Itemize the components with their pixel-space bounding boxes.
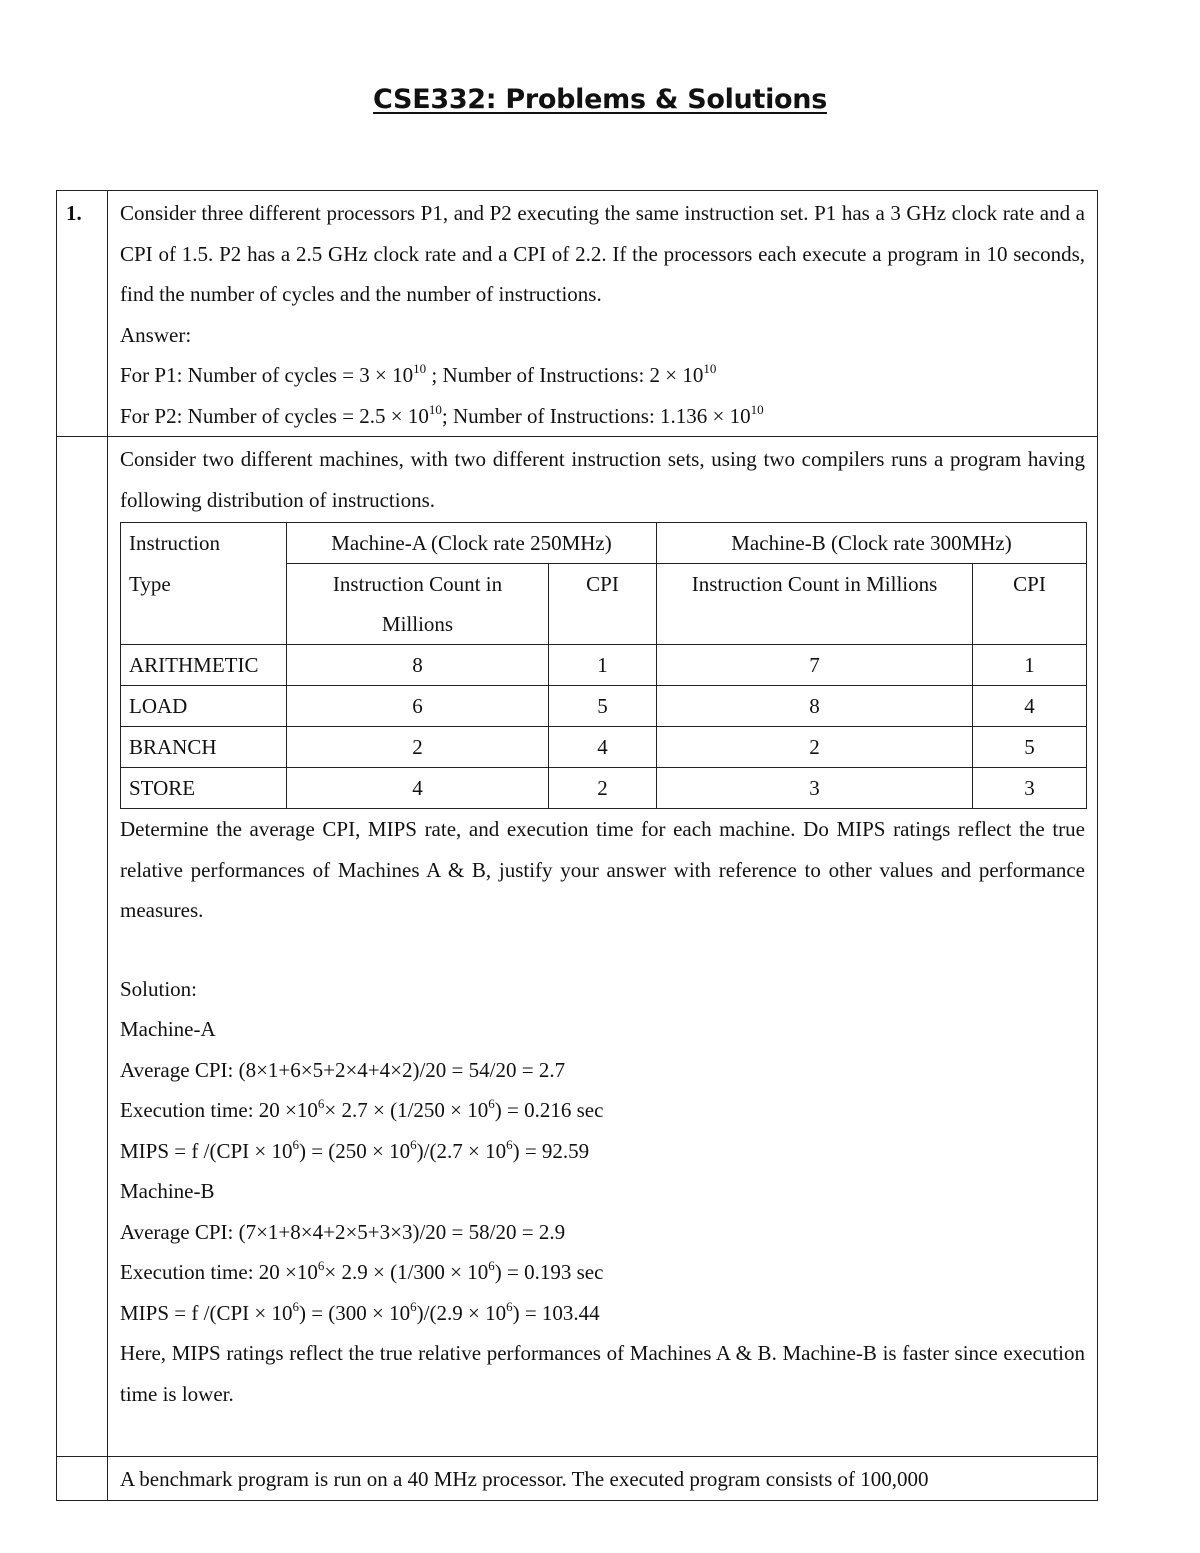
row-type: BRANCH — [121, 727, 287, 768]
mips-text: ) = (300 × 10 — [298, 1300, 411, 1325]
problem-1-row — [57, 191, 1098, 437]
problem-3-row — [57, 1457, 1098, 1501]
exec-text: × 2.9 × (1/300 × 10 — [324, 1260, 489, 1284]
p1-answer — [120, 355, 1085, 396]
mips-text: ) = 103.44 — [512, 1300, 600, 1325]
exponent: 6 — [410, 1136, 417, 1152]
problem-3-body — [108, 1457, 1098, 1501]
row-type: STORE — [121, 768, 287, 809]
row-a-count: 4 — [287, 768, 549, 809]
a-count-label: Instruction Count in — [332, 572, 503, 596]
instruction-distribution-table — [120, 522, 1087, 809]
exponent: 6 — [488, 1096, 495, 1111]
mips-text: )/(2.7 × 10 — [416, 1138, 507, 1163]
p2-instr-text: ; Number of Instructions: 1.136 × 10 — [441, 403, 751, 428]
mips-text: ) = 92.59 — [512, 1138, 590, 1163]
p2-cycles-text: For P2: Number of cycles = 2.5 × 10 — [120, 403, 429, 428]
machine-b-exec-time — [120, 1252, 1085, 1293]
table-row — [121, 686, 1087, 727]
a-count-label-2: Millions — [381, 612, 454, 636]
problem-2-body — [108, 437, 1098, 1457]
row-type: LOAD — [121, 686, 287, 727]
exec-text: Execution time: 20 ×10 — [120, 1098, 318, 1122]
table-row — [121, 727, 1087, 768]
machine-b-mips — [120, 1293, 1085, 1334]
exponent: 6 — [292, 1136, 299, 1152]
exponent: 6 — [292, 1298, 299, 1314]
exponent: 6 — [488, 1258, 495, 1273]
machine-a-header: Machine-A (Clock rate 250MHz) — [287, 523, 657, 564]
exec-text: × 2.7 × (1/250 × 10 — [324, 1098, 489, 1122]
conclusion: Here, MIPS ratings reflect the true relative performances of Machines A & B. Machine-B is faster since execution time is lower. — [120, 1341, 1085, 1406]
mips-text: MIPS = f /(CPI × 10 — [120, 1300, 293, 1325]
col-type-label: Type — [129, 572, 171, 596]
row-a-cpi: 5 — [549, 686, 657, 727]
table-header-row — [121, 523, 1087, 564]
problem-1-question: Consider three different processors P1, and P2 executing the same instruction set. P1 has a 3 GHz clock rate and a CPI of 1.5. P2 has a 2.5 GHz clock rate and a CPI of 2.2. If the processors each execute a program in 10 seconds, find the number of cycles and the number of instructions. — [120, 201, 1085, 306]
spacer — [120, 931, 1085, 969]
table-row — [121, 645, 1087, 686]
row-b-count: 7 — [657, 645, 973, 686]
row-a-cpi: 1 — [549, 645, 657, 686]
p2-answer — [120, 396, 1085, 437]
mips-text: )/(2.9 × 10 — [416, 1300, 507, 1325]
machine-b-label: Machine-B — [120, 1179, 215, 1203]
col-instruction-label: Instruction — [129, 531, 220, 555]
row-b-cpi: 1 — [973, 645, 1087, 686]
a-cpi-header: CPI — [549, 564, 657, 645]
exec-text: ) = 0.216 sec — [494, 1098, 604, 1122]
page-title: CSE332: Problems & Solutions — [373, 84, 827, 115]
b-cpi-header: CPI — [973, 564, 1087, 645]
table-row — [121, 768, 1087, 809]
col-instruction-type — [121, 523, 287, 645]
problem-number-cell — [57, 437, 108, 1457]
a-count-header — [287, 564, 549, 645]
exponent: 6 — [506, 1136, 513, 1152]
problem-3-question: A benchmark program is run on a 40 MHz processor. The executed program consists of 100,000 — [120, 1467, 929, 1491]
machine-b-header: Machine-B (Clock rate 300MHz) — [657, 523, 1087, 564]
row-type: ARITHMETIC — [121, 645, 287, 686]
row-a-cpi: 2 — [549, 768, 657, 809]
problems-table — [56, 190, 1098, 1501]
row-b-count: 8 — [657, 686, 973, 727]
exponent: 6 — [506, 1298, 513, 1314]
row-b-count: 3 — [657, 768, 973, 809]
machine-a-avg-cpi: Average CPI: (8×1+6×5+2×4+4×2)/20 = 54/20 = 2.7 — [120, 1057, 566, 1082]
row-b-cpi: 3 — [973, 768, 1087, 809]
exponent: 6 — [317, 1096, 325, 1111]
mips-text: MIPS = f /(CPI × 10 — [120, 1138, 293, 1163]
machine-b-avg-cpi: Average CPI: (7×1+8×4+2×5+3×3)/20 = 58/20 = 2.9 — [120, 1219, 566, 1244]
problem-number-cell — [57, 1457, 108, 1501]
row-a-count: 6 — [287, 686, 549, 727]
p1-cycles-exp: 10 — [413, 361, 427, 376]
machine-a-label: Machine-A — [120, 1017, 216, 1041]
row-b-cpi: 5 — [973, 727, 1087, 768]
b-count-header: Instruction Count in Millions — [657, 564, 973, 645]
answer-label: Answer: — [120, 322, 192, 347]
row-b-cpi: 4 — [973, 686, 1087, 727]
machine-a-exec-time — [120, 1090, 1085, 1131]
problem-number: 1. — [66, 201, 82, 225]
problem-number-cell — [57, 191, 108, 437]
row-a-count: 2 — [287, 727, 549, 768]
exponent: 6 — [317, 1258, 325, 1273]
p1-instr-exp: 10 — [703, 361, 717, 376]
p2-instr-exp: 10 — [750, 401, 764, 417]
row-a-cpi: 4 — [549, 727, 657, 768]
machine-a-mips — [120, 1131, 1085, 1172]
mips-text: ) = (250 × 10 — [298, 1138, 411, 1163]
exec-text: ) = 0.193 sec — [494, 1260, 604, 1284]
problem-2-question: Determine the average CPI, MIPS rate, and execution time for each machine. Do MIPS ratings reflect the true relative performances of Machines A & B, justify your answer with reference to other values and performance measures. — [120, 817, 1085, 922]
p2-cycles-exp: 10 — [428, 401, 442, 417]
problem-2-row — [57, 437, 1098, 1457]
row-a-count: 8 — [287, 645, 549, 686]
problem-1-body — [108, 191, 1098, 437]
problem-2-intro: Consider two different machines, with two different instruction sets, using two compilers runs a program having following distribution of instructions. — [120, 447, 1085, 512]
p1-instr-text: ; Number of Instructions: 2 × 10 — [426, 363, 704, 387]
exec-text: Execution time: 20 ×10 — [120, 1260, 318, 1284]
solution-label: Solution: — [120, 976, 198, 1001]
p1-cycles-text: For P1: Number of cycles = 3 × 10 — [120, 363, 414, 387]
spacer — [120, 1414, 1085, 1456]
exponent: 6 — [410, 1298, 417, 1314]
row-b-count: 2 — [657, 727, 973, 768]
